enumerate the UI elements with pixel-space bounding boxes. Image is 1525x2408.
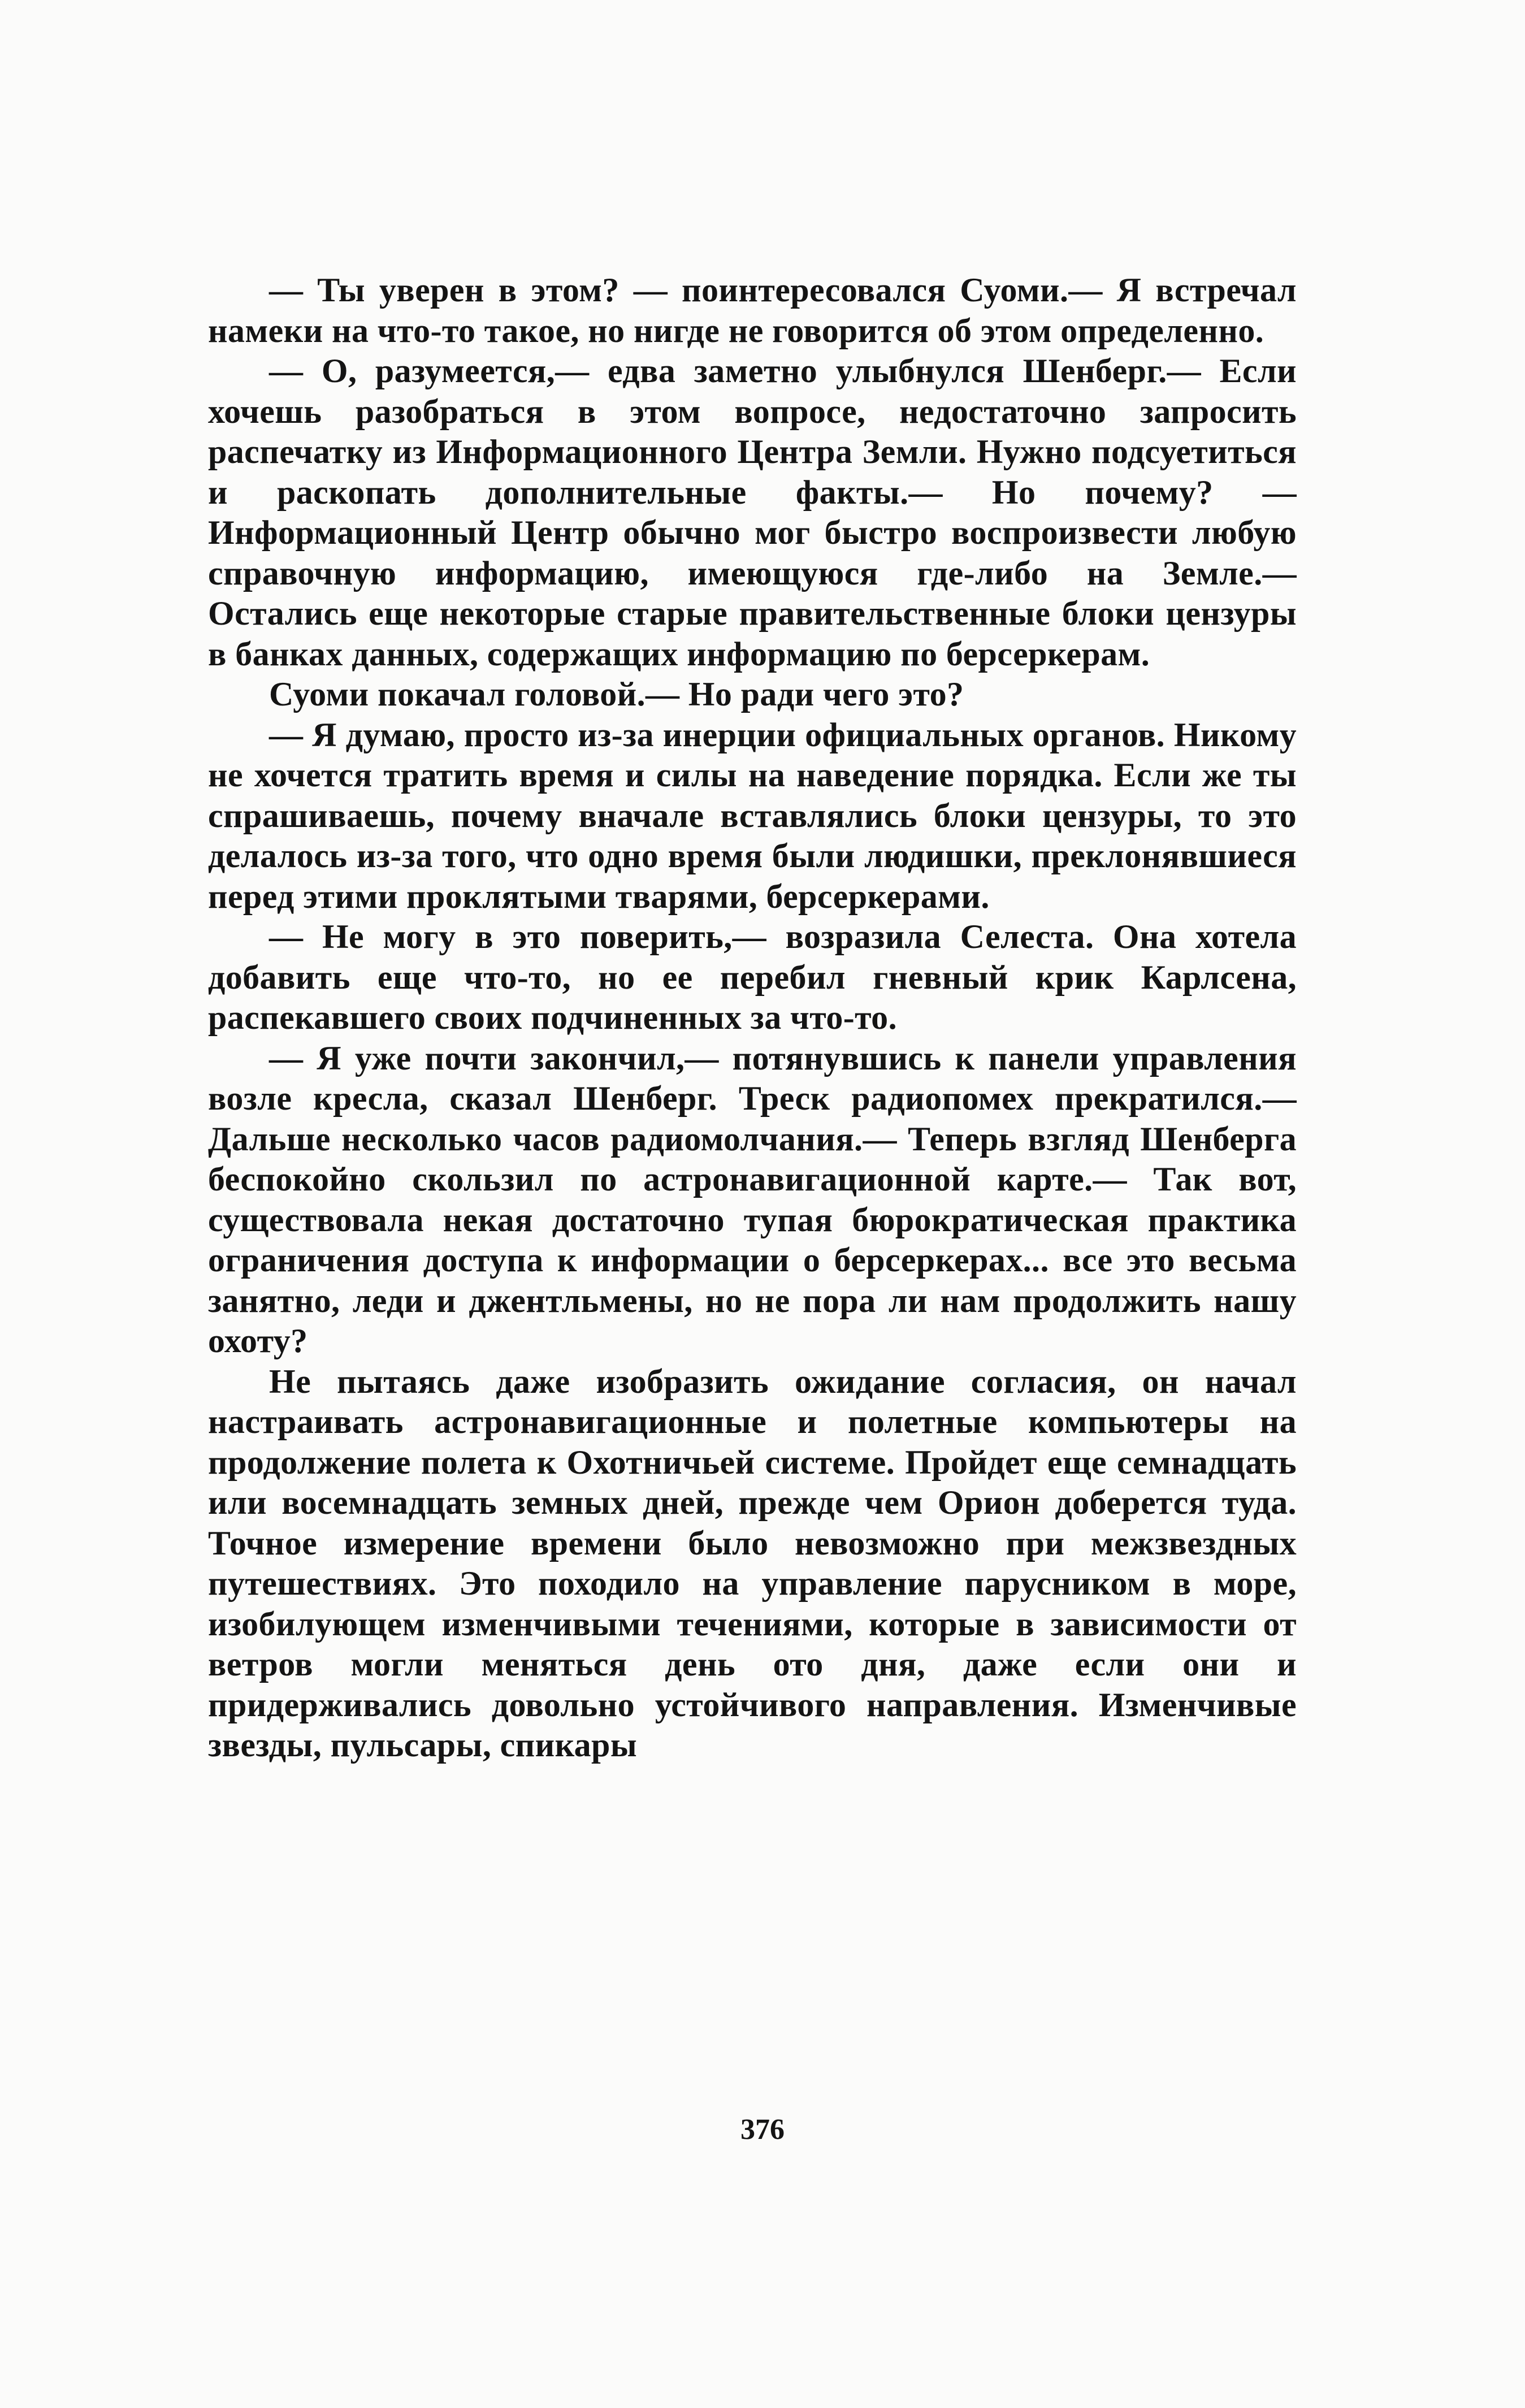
paragraph: — Я уже почти закончил,— потянувшись к панели управления возле кресла, сказал Шенберг. Треск радиопомех прекратился.— Дальше несколько часов радиомолчания.— Теперь взгляд Шенберга беспокойно скользил по астронавигационной карте.— Так вот, существовала некая достаточно тупая бюрократическая практика ограничения доступа к информации о берсеркерах... все это весьма занятно, леди и джентльмены, но не пора ли нам продолжить нашу охоту? [208,1039,1297,1359]
paragraph: — О, разумеется,— едва заметно улыбнулся Шенберг.— Если хочешь разобраться в этом вопросе, недостаточно запросить распечатку из Информационного Центра Земли. Нужно подсуетиться и раскопать дополнительные факты.— Но почему? — Информационный Центр обычно мог быстро воспроизвести любую справочную информацию, имеющуюся где-либо на Земле.— Остались еще некоторые старые правительственные блоки цензуры в банках данных, содержащих информацию по берсеркерам. [208,352,1297,673]
paragraph: — Я думаю, просто из-за инерции официальных органов. Никому не хочется тратить время и силы на наведение порядка. Если же ты спрашиваешь, почему вначале вставлялись блоки цензуры, то это делалось из-за того, что одно время были людишки, преклонявшиеся перед этими проклятыми тварями, берсеркерами. [208,716,1297,915]
paragraph: — Не могу в это поверить,— возразила Селеста. Она хотела добавить еще что-то, но ее перебил гневный крик Карлсена, распекавшего своих подчиненных за что-то. [208,918,1297,1036]
body-text [208,270,1297,1766]
paragraph: Не пытаясь даже изобразить ожидание согласия, он начал настраивать астронавигационные и полетные компьютеры на продолжение полета к Охотничьей системе. Пройдет еще семнадцать или восемнадцать земных дней, прежде чем Орион доберется туда. Точное измерение времени было невозможно при межзвездных путешествиях. Это походило на управление парусником в море, изобилующем изменчивыми течениями, которые в зависимости от ветров могли меняться день ото дня, даже если они и придерживались довольно устойчивого направления. Изменчивые звезды, пульсары, спикары [208,1362,1297,1764]
page-number: 376 [740,2114,785,2146]
paragraph: — Ты уверен в этом? — поинтересовался Суоми.— Я встречал намеки на что-то такое, но нигде не говорится об этом определенно. [208,271,1297,349]
paragraph: Суоми покачал головой.— Но ради чего это? [269,675,964,713]
